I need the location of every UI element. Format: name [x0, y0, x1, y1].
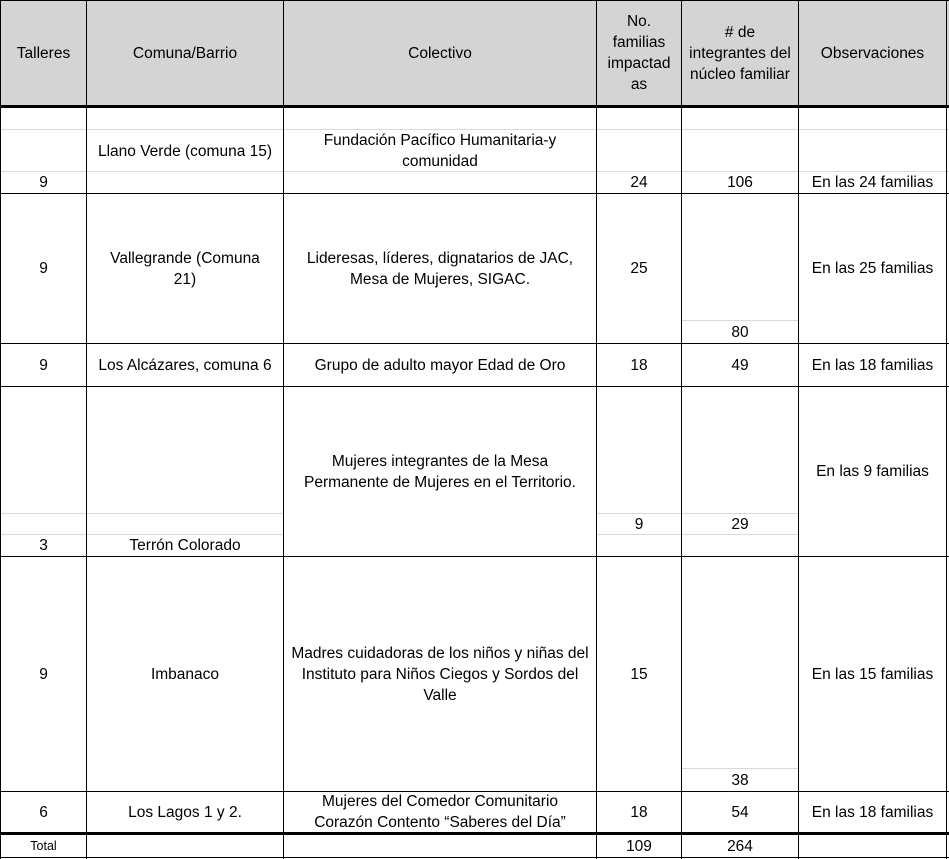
row3-talleres: 9	[39, 356, 48, 374]
row6-integrantes: 54	[731, 803, 749, 821]
row3-familias: 18	[630, 356, 648, 374]
row2-talleres: 9	[39, 260, 48, 277]
row6-talleres: 6	[39, 803, 48, 821]
row4-integrantes: 29	[731, 515, 749, 533]
row4-familias: 9	[634, 515, 644, 533]
row3-colectivo: Grupo de adulto mayor Edad de Oro	[314, 356, 566, 374]
row5-comuna: Imbanaco	[150, 665, 220, 683]
row3-comuna: Los Alcázares, comuna 6	[98, 356, 272, 374]
row6-observaciones: En las 18 familias	[811, 803, 934, 821]
row5-observaciones: En las 15 familias	[811, 665, 934, 683]
header-talleres: Talleres	[16, 44, 71, 62]
header-observaciones: Observaciones	[820, 44, 925, 62]
row6-familias: 18	[630, 803, 648, 821]
row5-familias: 15	[630, 665, 648, 683]
row4-colectivo: Mujeres integrantes de la Mesa Permanente de Mujeres en el Territorio.	[304, 452, 576, 491]
header-familias-impactadas: No. familias impactad as	[607, 13, 671, 93]
total-label: Total	[30, 838, 57, 853]
row2-colectivo: Lideresas, líderes, dignatarios de JAC, Mesa de Mujeres, SIGAC.	[306, 249, 574, 288]
row2-comuna: Vallegrande (Comuna 21)	[110, 249, 260, 288]
header-integrantes: # de integrantes del núcleo familiar	[689, 23, 791, 83]
row4-talleres: 3	[39, 537, 48, 554]
row6-comuna: Los Lagos 1 y 2.	[128, 803, 242, 821]
row1-colectivo: Fundación Pacífico Humanitaria-y comunidad	[323, 132, 557, 170]
row2-integrantes: 80	[731, 323, 749, 341]
row1-comuna: Llano Verde (comuna 15)	[97, 142, 273, 160]
row1-familias: 24	[630, 174, 648, 191]
row2-observaciones: En las 25 familias	[811, 260, 934, 277]
header-comuna-barrio: Comuna/Barrio	[132, 44, 238, 62]
row4-observaciones: En las 9 familias	[816, 463, 929, 480]
total-integrantes: 264	[727, 837, 753, 855]
row4-comuna: Terrón Colorado	[129, 537, 241, 554]
row2-familias: 25	[630, 260, 648, 277]
row3-observaciones: En las 18 familias	[811, 356, 934, 374]
total-familias: 109	[626, 837, 652, 855]
row6-colectivo: Mujeres del Comedor Comunitario Corazón Contento “Saberes del Día”	[314, 793, 566, 831]
row1-talleres: 9	[39, 174, 48, 191]
header-colectivo: Colectivo	[408, 44, 472, 62]
row5-integrantes: 38	[731, 771, 749, 789]
row1-integrantes: 106	[727, 174, 753, 191]
row5-talleres: 9	[39, 665, 48, 683]
row5-colectivo: Madres cuidadoras de los niños y niñas del Instituto para Niños Ciegos y Sordos del Valle	[291, 644, 589, 704]
row1-observaciones: En las 24 familias	[811, 174, 934, 191]
row3-integrantes: 49	[731, 356, 749, 374]
